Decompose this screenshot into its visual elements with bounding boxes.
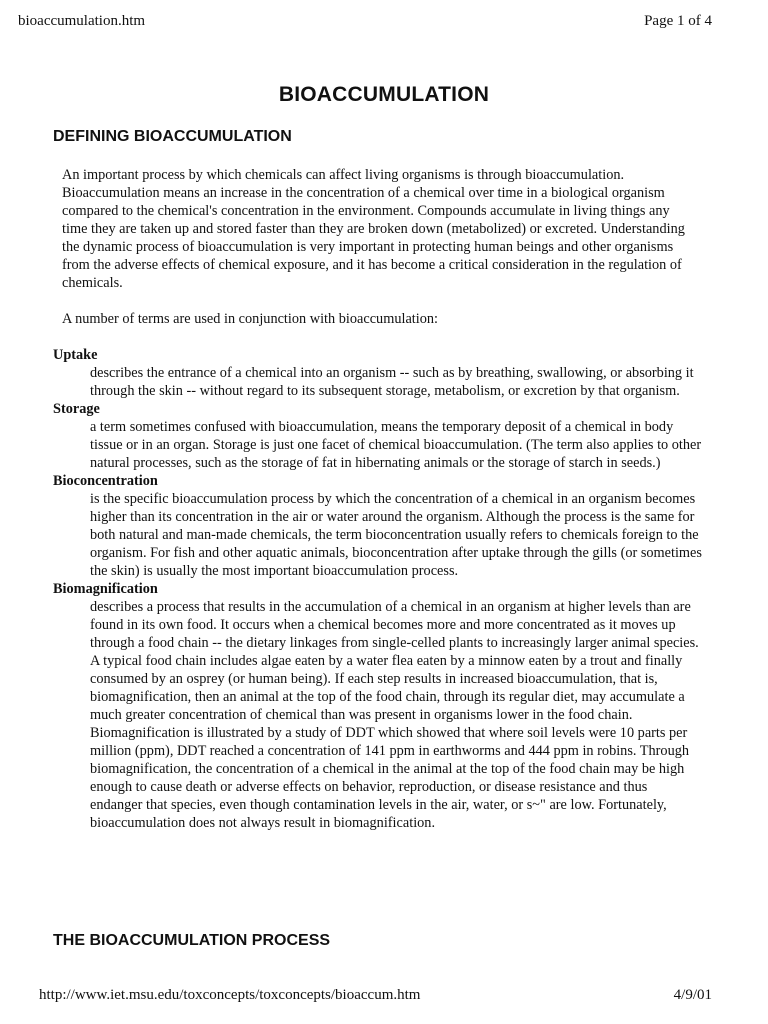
term-definition: describes a process that results in the accumulation of a chemical in an organism at higher levels than are found in its own food. It occurs when a chemical becomes more and more concentrated as it moves up through a food chain -- the dietary linkages from single-celled plants to increasingly larger animal species. xyxy=(90,599,699,651)
intro-paragraph: An important process by which chemicals can affect living organisms is through bioaccumulation. Bioaccumulation means an increase in the concentration of a chemical over time in a biological organism compared to the chemical's concentration in the environment. Compounds accumulate in living things any time they are taken up and stored faster than they are broken down (metabolized) or excreted. Understanding the dynamic process of bioaccumulation is very important in protecting human beings and other organisms from the adverse effects of chemical exposure, and it has become a critical consideration in the regulation of chemicals. xyxy=(62,167,685,291)
term-label: Uptake xyxy=(53,347,98,363)
section-heading-defining: DEFINING BIOACCUMULATION xyxy=(53,128,292,145)
header-filename: bioaccumulation.htm xyxy=(18,13,146,29)
terms-list xyxy=(53,346,703,832)
term-label: Storage xyxy=(53,401,100,417)
term-entry-uptake xyxy=(53,346,703,400)
term-definition: a term sometimes confused with bioaccumulation, means the temporary deposit of a chemical in body tissue or in an organ. Storage is just one facet of chemical bioaccumulation. (The term also applies to other natural processes, such as the storage of fat in hibernating animals or the storage of starch in seeds.) xyxy=(90,419,702,471)
page-title: BIOACCUMULATION xyxy=(278,83,490,106)
term-definition: A typical food chain includes algae eaten by a water flea eaten by a minnow eaten by a trout and finally consumed by an osprey (or human being). If each step results in increased bioaccumulation, that is, biomagnification, then an animal at the top of the food chain, through its regular diet, may accumulate a much greater concentration of chemical than was present in organisms lower in the food chain. xyxy=(90,653,685,723)
term-entry-bioconcentration xyxy=(53,472,703,580)
footer-date: 4/9/01 xyxy=(673,987,712,1003)
term-label: Bioconcentration xyxy=(53,473,158,489)
section-heading-process: THE BIOACCUMULATION PROCESS xyxy=(53,932,331,949)
terms-intro-paragraph: A number of terms are used in conjunction with bioaccumulation: xyxy=(62,311,438,327)
footer-url: http://www.iet.msu.edu/toxconcepts/toxconcepts/bioaccum.htm xyxy=(39,987,421,1003)
term-label: Biomagnification xyxy=(53,581,158,597)
header-page-label: Page 1 of 4 xyxy=(644,13,712,29)
term-definition: is the specific bioaccumulation process by which the concentration of a chemical in an organism becomes higher than its concentration in the air or water around the organism. Although the process is the same for both natural and man-made chemicals, the term bioconcentration usually refers to chemicals foreign to the organism. For fish and other aquatic animals, bioconcentration after uptake through the gills (or sometimes the skin) is usually the most important bioaccumulation process. xyxy=(90,491,702,579)
term-definition: Biomagnification is illustrated by a study of DDT which showed that where soil levels were 10 parts per million (ppm), DDT reached a concentration of 141 ppm in earthworms and 444 ppm in robins. Through biomagnification, the concentration of a chemical in the animal at the top of the food chain may be high enough to cause death or adverse effects on behavior, reproduction, or disease resistance and thus endanger that species, even though contamination levels in the air, water, or s~" are low. Fortunately, bioaccumulation does not always result in biomagnification. xyxy=(90,725,690,831)
term-entry-storage xyxy=(53,400,703,472)
term-entry-biomagnification xyxy=(53,580,703,832)
term-definition: describes the entrance of a chemical into an organism -- such as by breathing, swallowing, or absorbing it through the skin -- without regard to its subsequent storage, metabolism, or excretion by that organism. xyxy=(90,365,694,399)
